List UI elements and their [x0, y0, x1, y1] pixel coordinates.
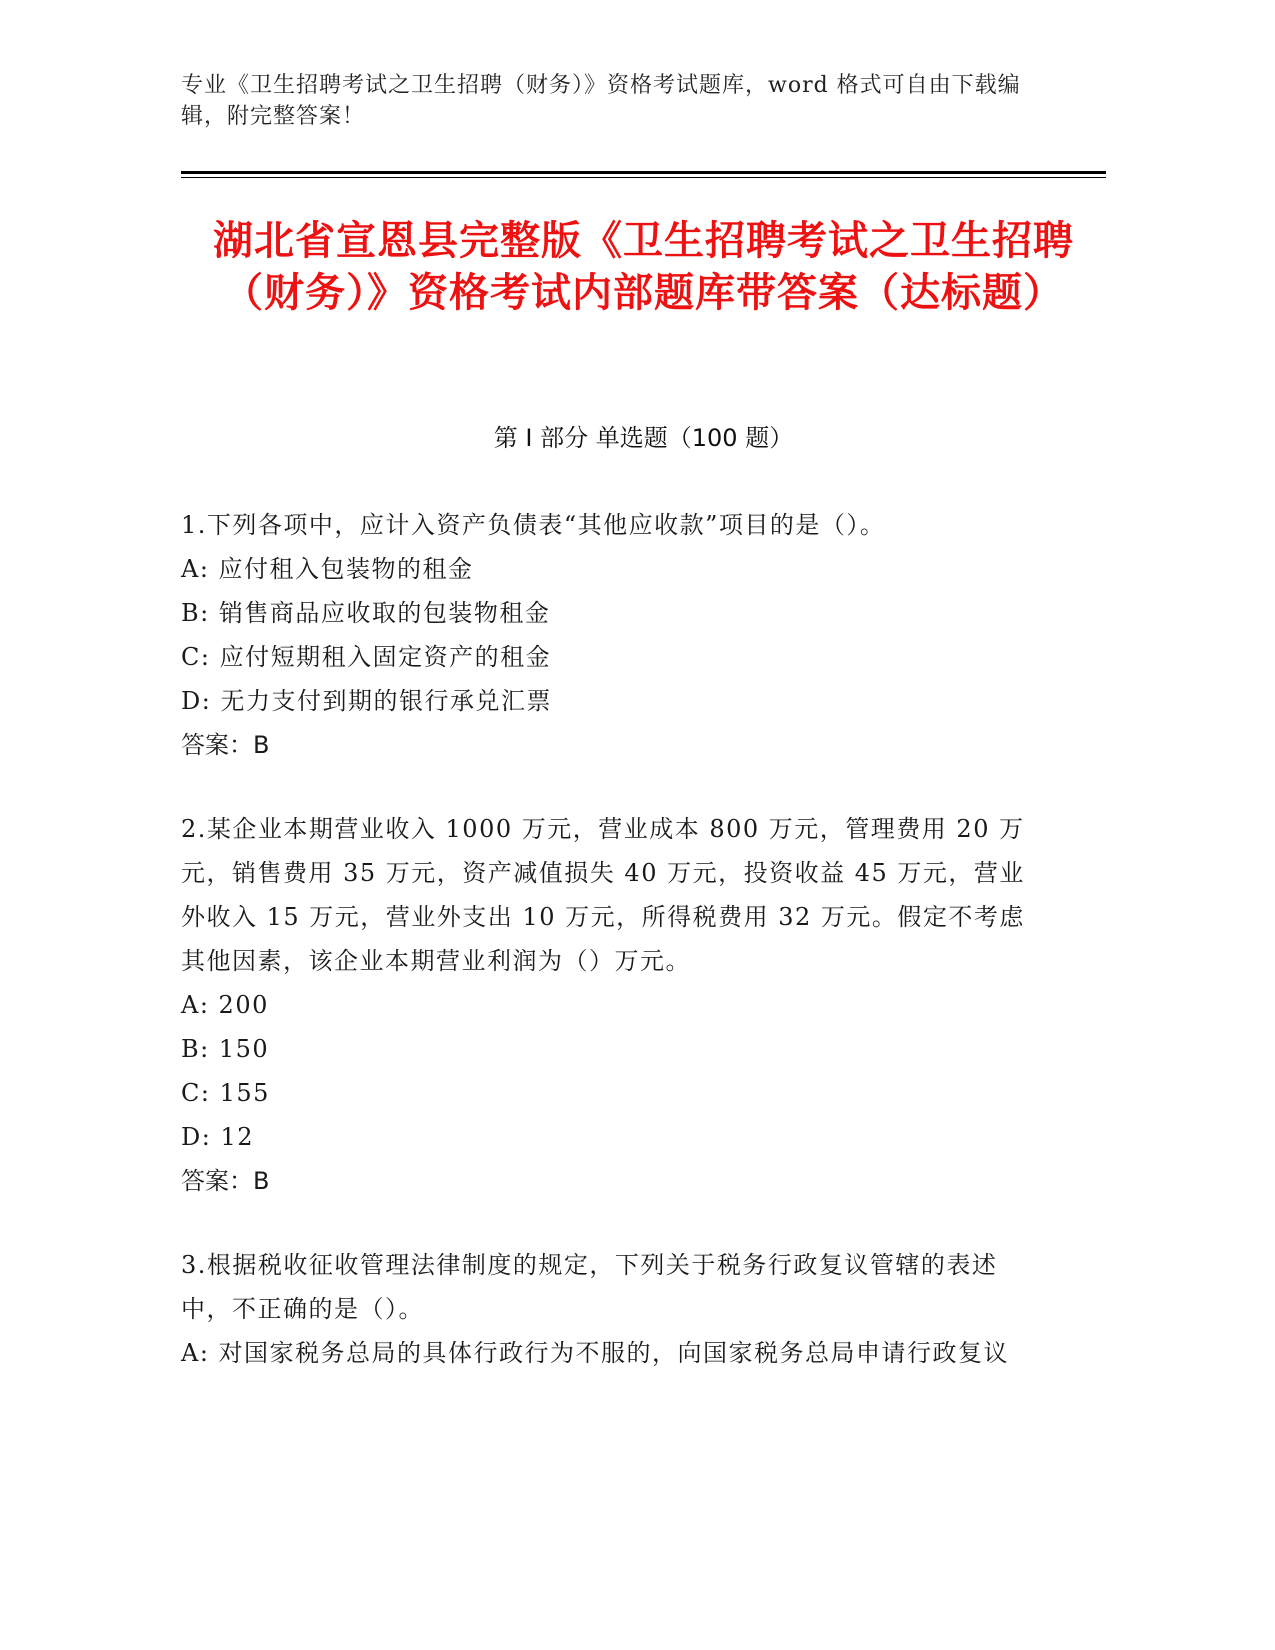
answer-value: B — [253, 731, 270, 759]
answer-value: B — [253, 1167, 270, 1195]
option-c: C: 155 — [181, 1079, 270, 1107]
option-d: D: 无力支付到期的银行承兑汇票 — [181, 687, 552, 715]
answer-label: 答案： — [181, 1167, 253, 1195]
question-stem: 3.根据税收征收管理法律制度的规定，下列关于税务行政复议管辖的表述中，不正确的是（）。 — [181, 1251, 998, 1323]
document-title: 湖北省宣恩县完整版《卫生招聘考试之卫生招聘（财务）》资格考试内部题库带答案（达标题） — [213, 218, 1074, 316]
header-rule-thick — [181, 171, 1106, 174]
question-2 — [181, 807, 1041, 1203]
option-a: A: 200 — [181, 991, 269, 1019]
question-stem: 2.某企业本期营业收入 1000 万元，营业成本 800 万元，管理费用 20 万元，销售费用 35 万元，资产减值损失 40 万元，投资收益 45 万元，营业外收入 15 万元，营业外支出 10 万元，所得税费用 32 万元。假定不考虑其他因素，该企业本期营业利润为（）万元。 — [181, 815, 1025, 975]
header-rule-thin — [181, 177, 1106, 178]
question-3 — [181, 1243, 1041, 1375]
option-b: B: 销售商品应收取的包装物租金 — [181, 599, 551, 627]
answer-label: 答案： — [181, 731, 253, 759]
option-a: A: 对国家税务总局的具体行政行为不服的，向国家税务总局申请行政复议 — [181, 1339, 1010, 1367]
answer-line — [181, 1159, 1041, 1203]
section-heading: 第 I 部分 单选题（100 题） — [493, 424, 794, 452]
question-list — [181, 503, 1041, 1415]
option-d: D: 12 — [181, 1123, 254, 1151]
option-a: A: 应付租入包装物的租金 — [181, 555, 474, 583]
option-b: B: 150 — [181, 1035, 270, 1063]
answer-line — [181, 723, 1041, 767]
question-1 — [181, 503, 1041, 767]
question-stem: 1.下列各项中，应计入资产负债表“其他应收款”项目的是（）。 — [181, 511, 886, 539]
option-c: C: 应付短期租入固定资产的租金 — [181, 643, 552, 671]
header-note: 专业《卫生招聘考试之卫生招聘（财务）》资格考试题库，word 格式可自由下载编辑，附完整答案！ — [181, 73, 1021, 129]
